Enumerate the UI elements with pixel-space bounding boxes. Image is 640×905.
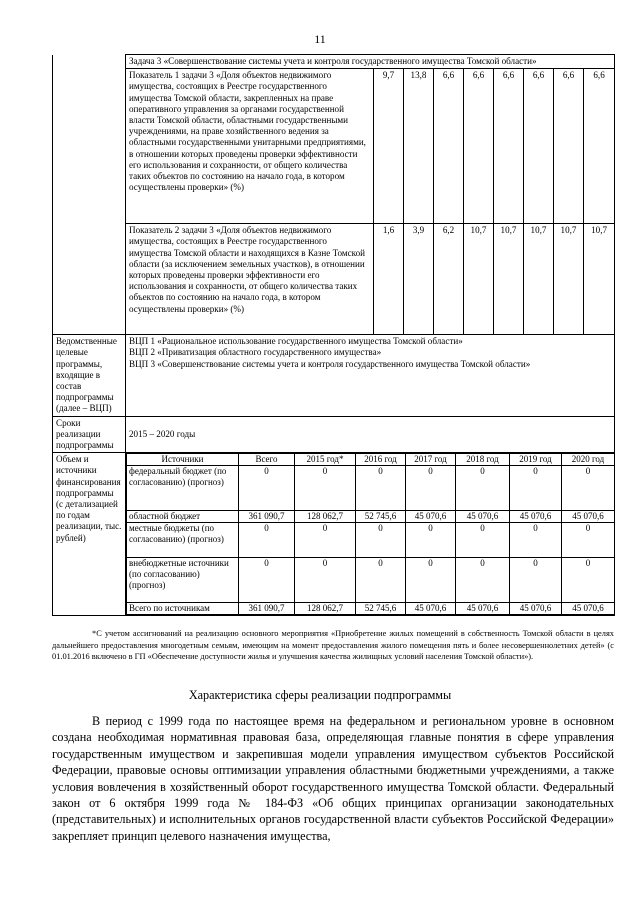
subprogram-passport-table (52, 54, 615, 616)
financing-cell: 0 (406, 466, 456, 511)
financing-cell: 45 070,6 (406, 603, 456, 615)
financing-source: местные бюджеты (по согласованию) (прогноз) (127, 523, 239, 558)
financing-data-row (127, 558, 615, 603)
financing-cell: 0 (562, 523, 615, 558)
financing-cell: 0 (295, 558, 356, 603)
financing-header: 2020 год (562, 454, 615, 466)
financing-cell: 45 070,6 (456, 603, 510, 615)
financing-cell: 0 (356, 523, 406, 558)
financing-data-row (127, 523, 615, 558)
indicator1-value: 6,6 (554, 69, 584, 224)
body-paragraph: В период с 1999 года по настоящее время на федеральном и региональном уровне в основном создана необходимая нормативная правовая база, определяющая главные понятия в сфере управления государственным имуществом и закрепившая модели управления имуществом субъектов Российской Федерации, правовые основы оптимизации управления областными бюджетными учреждениями, а также условия вовлечения в хозяйственный оборот государственного имущества Томской области. Федеральный закон от 6 октября 1999 года № 184-ФЗ «Об общих принципах организации законодательных (представительных) и исполнительных органов государственной власти субъектов Российской Федерации» закрепляет принцип целевого назначения имущества, (52, 714, 614, 843)
financing-header: Всего (239, 454, 295, 466)
financing-cell: 0 (562, 558, 615, 603)
financing-cell: 0 (456, 558, 510, 603)
financing-cell: 0 (356, 466, 406, 511)
financing-source: областной бюджет (127, 511, 239, 523)
financing-cell: 361 090,7 (239, 603, 295, 615)
financing-total-row (127, 603, 615, 615)
financing-cell: 0 (356, 558, 406, 603)
indicator2-value: 10,7 (554, 224, 584, 335)
vcp-item: ВЦП 3 «Совершенствование системы учета и контроля государственного имущества Томской области» (129, 358, 531, 369)
financing-label: Объем и источники финансирования подпрограммы (с детализацией по годам реализации, тыс. рублей) (53, 453, 126, 616)
financing-cell: 45 070,6 (510, 603, 562, 615)
indicator2-value: 1,6 (374, 224, 404, 335)
financing-cell: 0 (456, 466, 510, 511)
financing-cell: 0 (406, 523, 456, 558)
terms-row (53, 416, 615, 453)
task3-title: Задача 3 «Совершенствование системы учета и контроля государственного имущества Томской области» (126, 55, 615, 69)
financing-cell: 128 062,7 (295, 603, 356, 615)
indicator1-value: 6,6 (524, 69, 554, 224)
financing-header: 2018 год (456, 454, 510, 466)
terms-value: 2015 – 2020 годы (126, 416, 615, 453)
financing-cell: 45 070,6 (456, 511, 510, 523)
indicator2-value: 10,7 (464, 224, 494, 335)
financing-cell: 128 062,7 (295, 511, 356, 523)
financing-data-row (127, 466, 615, 511)
vcp-item: ВЦП 2 «Приватизация областного государственного имущества» (129, 347, 382, 358)
financing-cell: 0 (239, 466, 295, 511)
indicator1-text: Показатель 1 задачи 3 «Доля объектов недвижимого имущества, состоящих в Реестре государственного имущества Томской области, закрепленных на праве оперативного управления за органами государственной власти Томской области, областными государственными учреждениями, на праве хозяйственного ведения за областными государственными унитарными предприятиями, в отношении которых проведены проверки эффективности его использования и сохранности, от общего количества таких объектов по состоянию на начало года, в котором осуществлены проверки» (%) (126, 69, 374, 224)
financing-cell: 0 (510, 558, 562, 603)
vcp-item: ВЦП 1 «Рациональное использование государственного имущества Томской области» (129, 336, 463, 347)
financing-source: внебюджетные источники (по согласованию) (прогноз) (127, 558, 239, 603)
indicator1-row (53, 69, 615, 224)
financing-cell: 52 745,6 (356, 511, 406, 523)
footnote: *С учетом ассигнований на реализацию основного мероприятия «Приобретение жилых помещений в собственность Томской области в целях дальнейшего предоставления многодетным семьям, имеющим на момент предоставления жилого помещения пять и более несовершеннолетних детей» (с 01.01.2016 включено в ГП «Обеспечение доступности жилья и улучшения качества жилищных условий населения Томской области»). (52, 629, 614, 662)
indicator2-value: 3,9 (404, 224, 434, 335)
task3-title-row (53, 55, 615, 69)
financing-header: Источники (127, 454, 239, 466)
indicator1-value: 6,6 (434, 69, 464, 224)
indicator2-row (53, 224, 615, 335)
financing-cell: 0 (239, 523, 295, 558)
financing-data-row (127, 511, 615, 523)
indicator1-value: 13,8 (404, 69, 434, 224)
vcp-label: Ведомственные целевые программы, входящие в состав подпрограммы (далее – ВЦП) (53, 335, 126, 416)
financing-source: Всего по источникам (127, 603, 239, 615)
financing-table (126, 453, 615, 615)
vcp-list (126, 335, 615, 416)
indicator2-value: 6,2 (434, 224, 464, 335)
financing-header: 2019 год (510, 454, 562, 466)
financing-cell: 0 (562, 466, 615, 511)
indicator1-value: 6,6 (584, 69, 615, 224)
financing-cell: 45 070,6 (562, 511, 615, 523)
financing-source: федеральный бюджет (по согласованию) (прогноз) (127, 466, 239, 511)
vcp-row (53, 335, 615, 416)
indicator1-value: 9,7 (374, 69, 404, 224)
financing-cell: 0 (295, 466, 356, 511)
financing-cell: 361 090,7 (239, 511, 295, 523)
financing-header: 2016 год (356, 454, 406, 466)
financing-cell: 0 (295, 523, 356, 558)
financing-cell: 0 (456, 523, 510, 558)
financing-cell: 0 (239, 558, 295, 603)
financing-header: 2015 год* (295, 454, 356, 466)
page-number: 11 (314, 32, 326, 46)
financing-cell: 52 745,6 (356, 603, 406, 615)
financing-cell: 45 070,6 (510, 511, 562, 523)
financing-cell: 0 (510, 523, 562, 558)
financing-cell: 0 (510, 466, 562, 511)
indicator2-value: 10,7 (584, 224, 615, 335)
indicator2-value: 10,7 (494, 224, 524, 335)
financing-cell: 0 (406, 558, 456, 603)
financing-cell: 45 070,6 (562, 603, 615, 615)
financing-row (53, 453, 615, 616)
indicator2-value: 10,7 (524, 224, 554, 335)
financing-header-row (127, 454, 615, 466)
financing-header: 2017 год (406, 454, 456, 466)
terms-label: Сроки реализации подпрограммы (53, 416, 126, 453)
indicator1-value: 6,6 (464, 69, 494, 224)
financing-cell: 45 070,6 (406, 511, 456, 523)
indicator1-value: 6,6 (494, 69, 524, 224)
indicator2-text: Показатель 2 задачи 3 «Доля объектов недвижимого имущества, состоящих в Реестре государственного имущества Томской области и находящихся в Казне Томской области (за исключением земельных участков), в отношении которых проведены проверки эффективности его использования и сохранности, от общего количества таких объектов по состоянию на начало года, в котором осуществлены проверки» (%) (126, 224, 374, 335)
section-heading: Характеристика сферы реализации подпрограммы (188, 688, 452, 702)
